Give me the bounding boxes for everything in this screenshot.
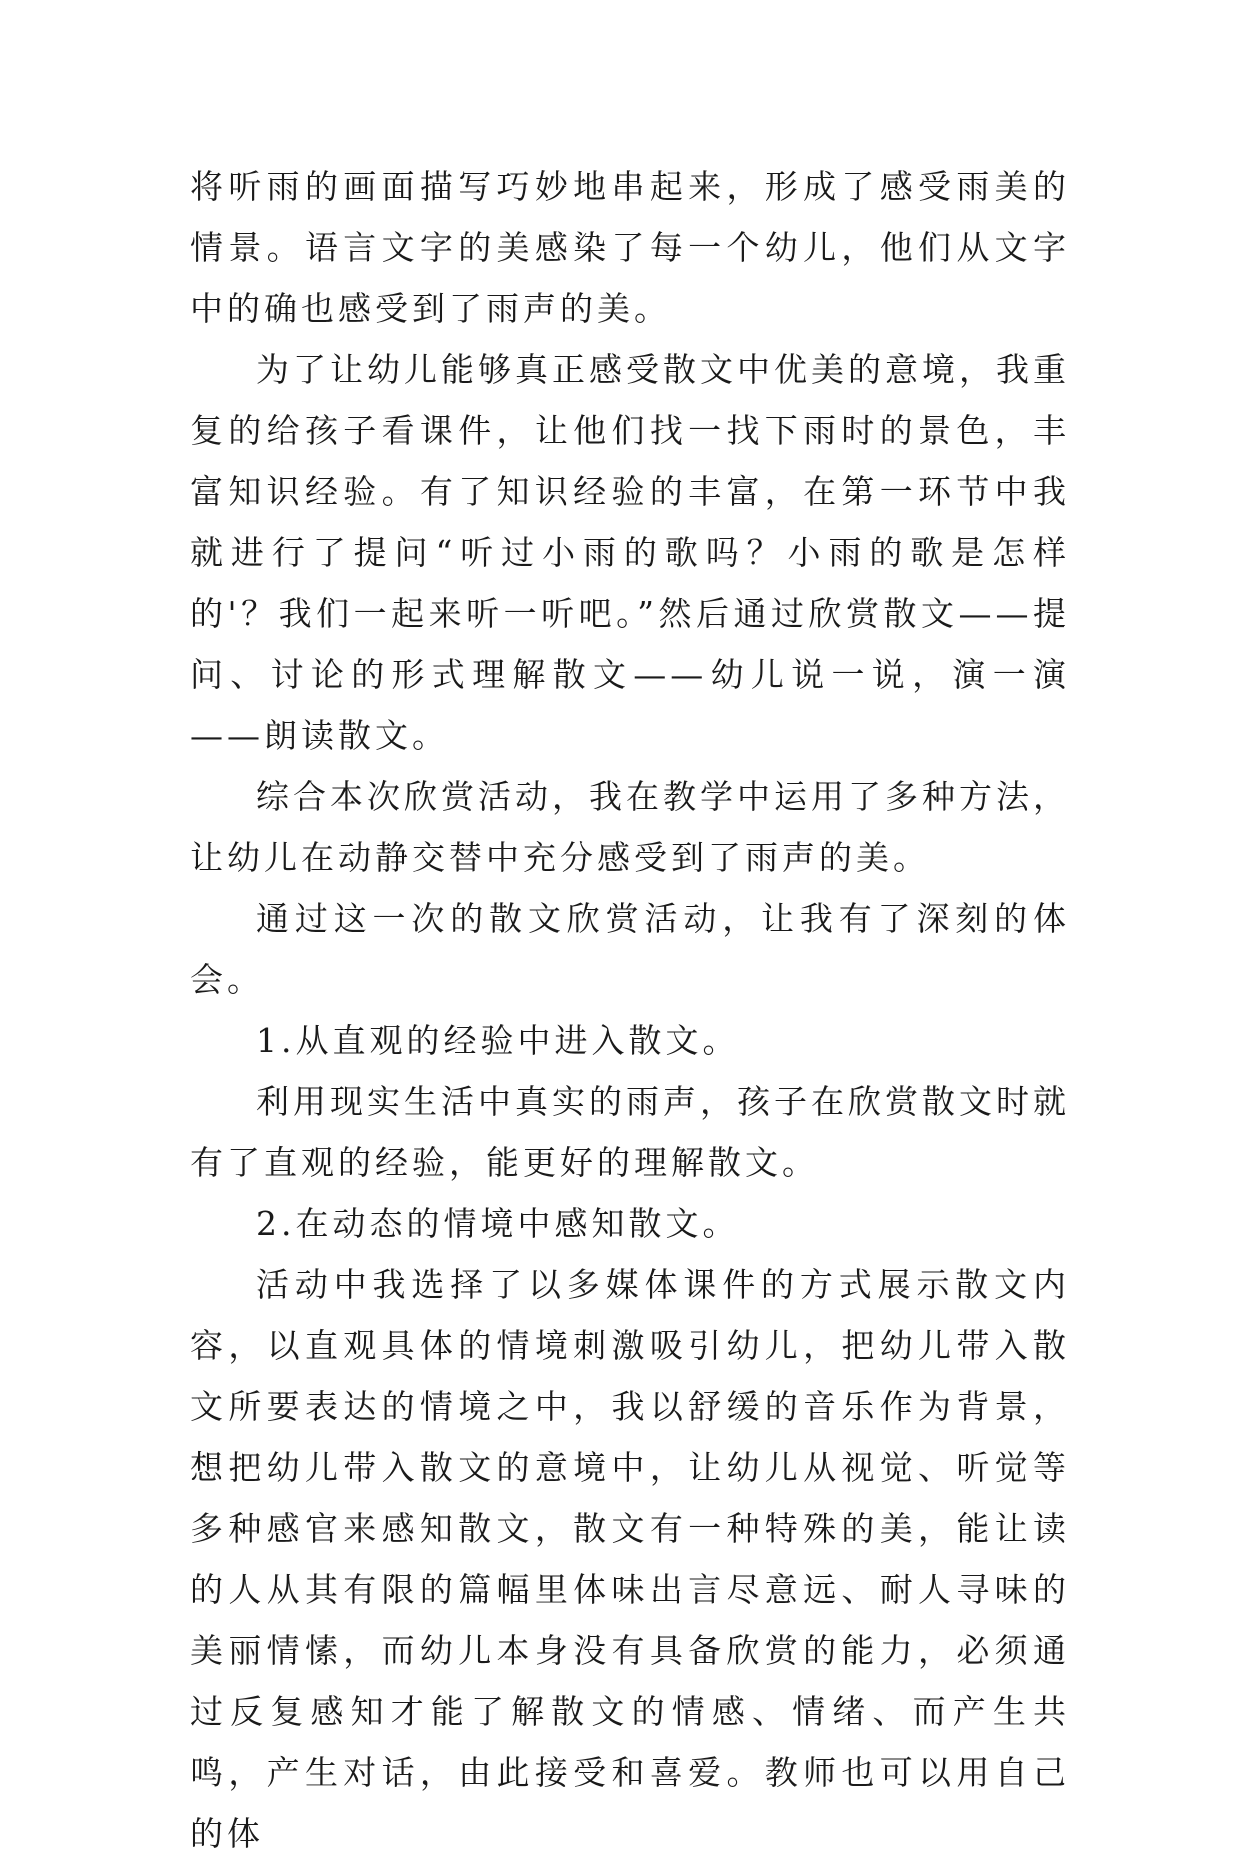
document-body bbox=[190, 156, 1070, 1864]
list-item-2: 2.在动态的情境中感知散文。 bbox=[256, 1204, 740, 1243]
paragraph-4: 通过这一次的散文欣赏活动，让我有了深刻的体会。 bbox=[190, 899, 1070, 999]
paragraph-6: 活动中我选择了以多媒体课件的方式展示散文内容，以直观具体的情境刺激吸引幼儿，把幼儿带入散文所要表达的情境之中，我以舒缓的音乐作为背景，想把幼儿带入散文的意境中，让幼儿从视觉、听觉等多种感官来感知散文，散文有一种特殊的美，能让读的人从其有限的篇幅里体味出言尽意远、耐人寻味的美丽情愫，而幼儿本身没有具备欣赏的能力，必须通过反复感知才能了解散文的情感、情绪、而产生共鸣，产生对话，由此接受和喜爱。教师也可以用自己的体 bbox=[190, 1265, 1070, 1853]
paragraph-5: 利用现实生活中真实的雨声，孩子在欣赏散文时就有了直观的经验，能更好的理解散文。 bbox=[190, 1082, 1070, 1182]
paragraph-2: 为了让幼儿能够真正感受散文中优美的意境，我重复的给孩子看课件，让他们找一找下雨时的景色，丰富知识经验。有了知识经验的丰富，在第一环节中我就进行了提问“听过小雨的歌吗？小雨的歌是怎样的'？我们一起来听一听吧。”然后通过欣赏散文——提问、讨论的形式理解散文——幼儿说一说，演一演——朗读散文。 bbox=[190, 350, 1070, 755]
paragraph-3: 综合本次欣赏活动，我在教学中运用了多种方法，让幼儿在动静交替中充分感受到了雨声的美。 bbox=[190, 777, 1070, 877]
list-item-1: 1.从直观的经验中进入散文。 bbox=[256, 1021, 740, 1060]
paragraph-1: 将听雨的画面描写巧妙地串起来，形成了感受雨美的情景。语言文字的美感染了每一个幼儿，他们从文字中的确也感受到了雨声的美。 bbox=[190, 167, 1070, 328]
